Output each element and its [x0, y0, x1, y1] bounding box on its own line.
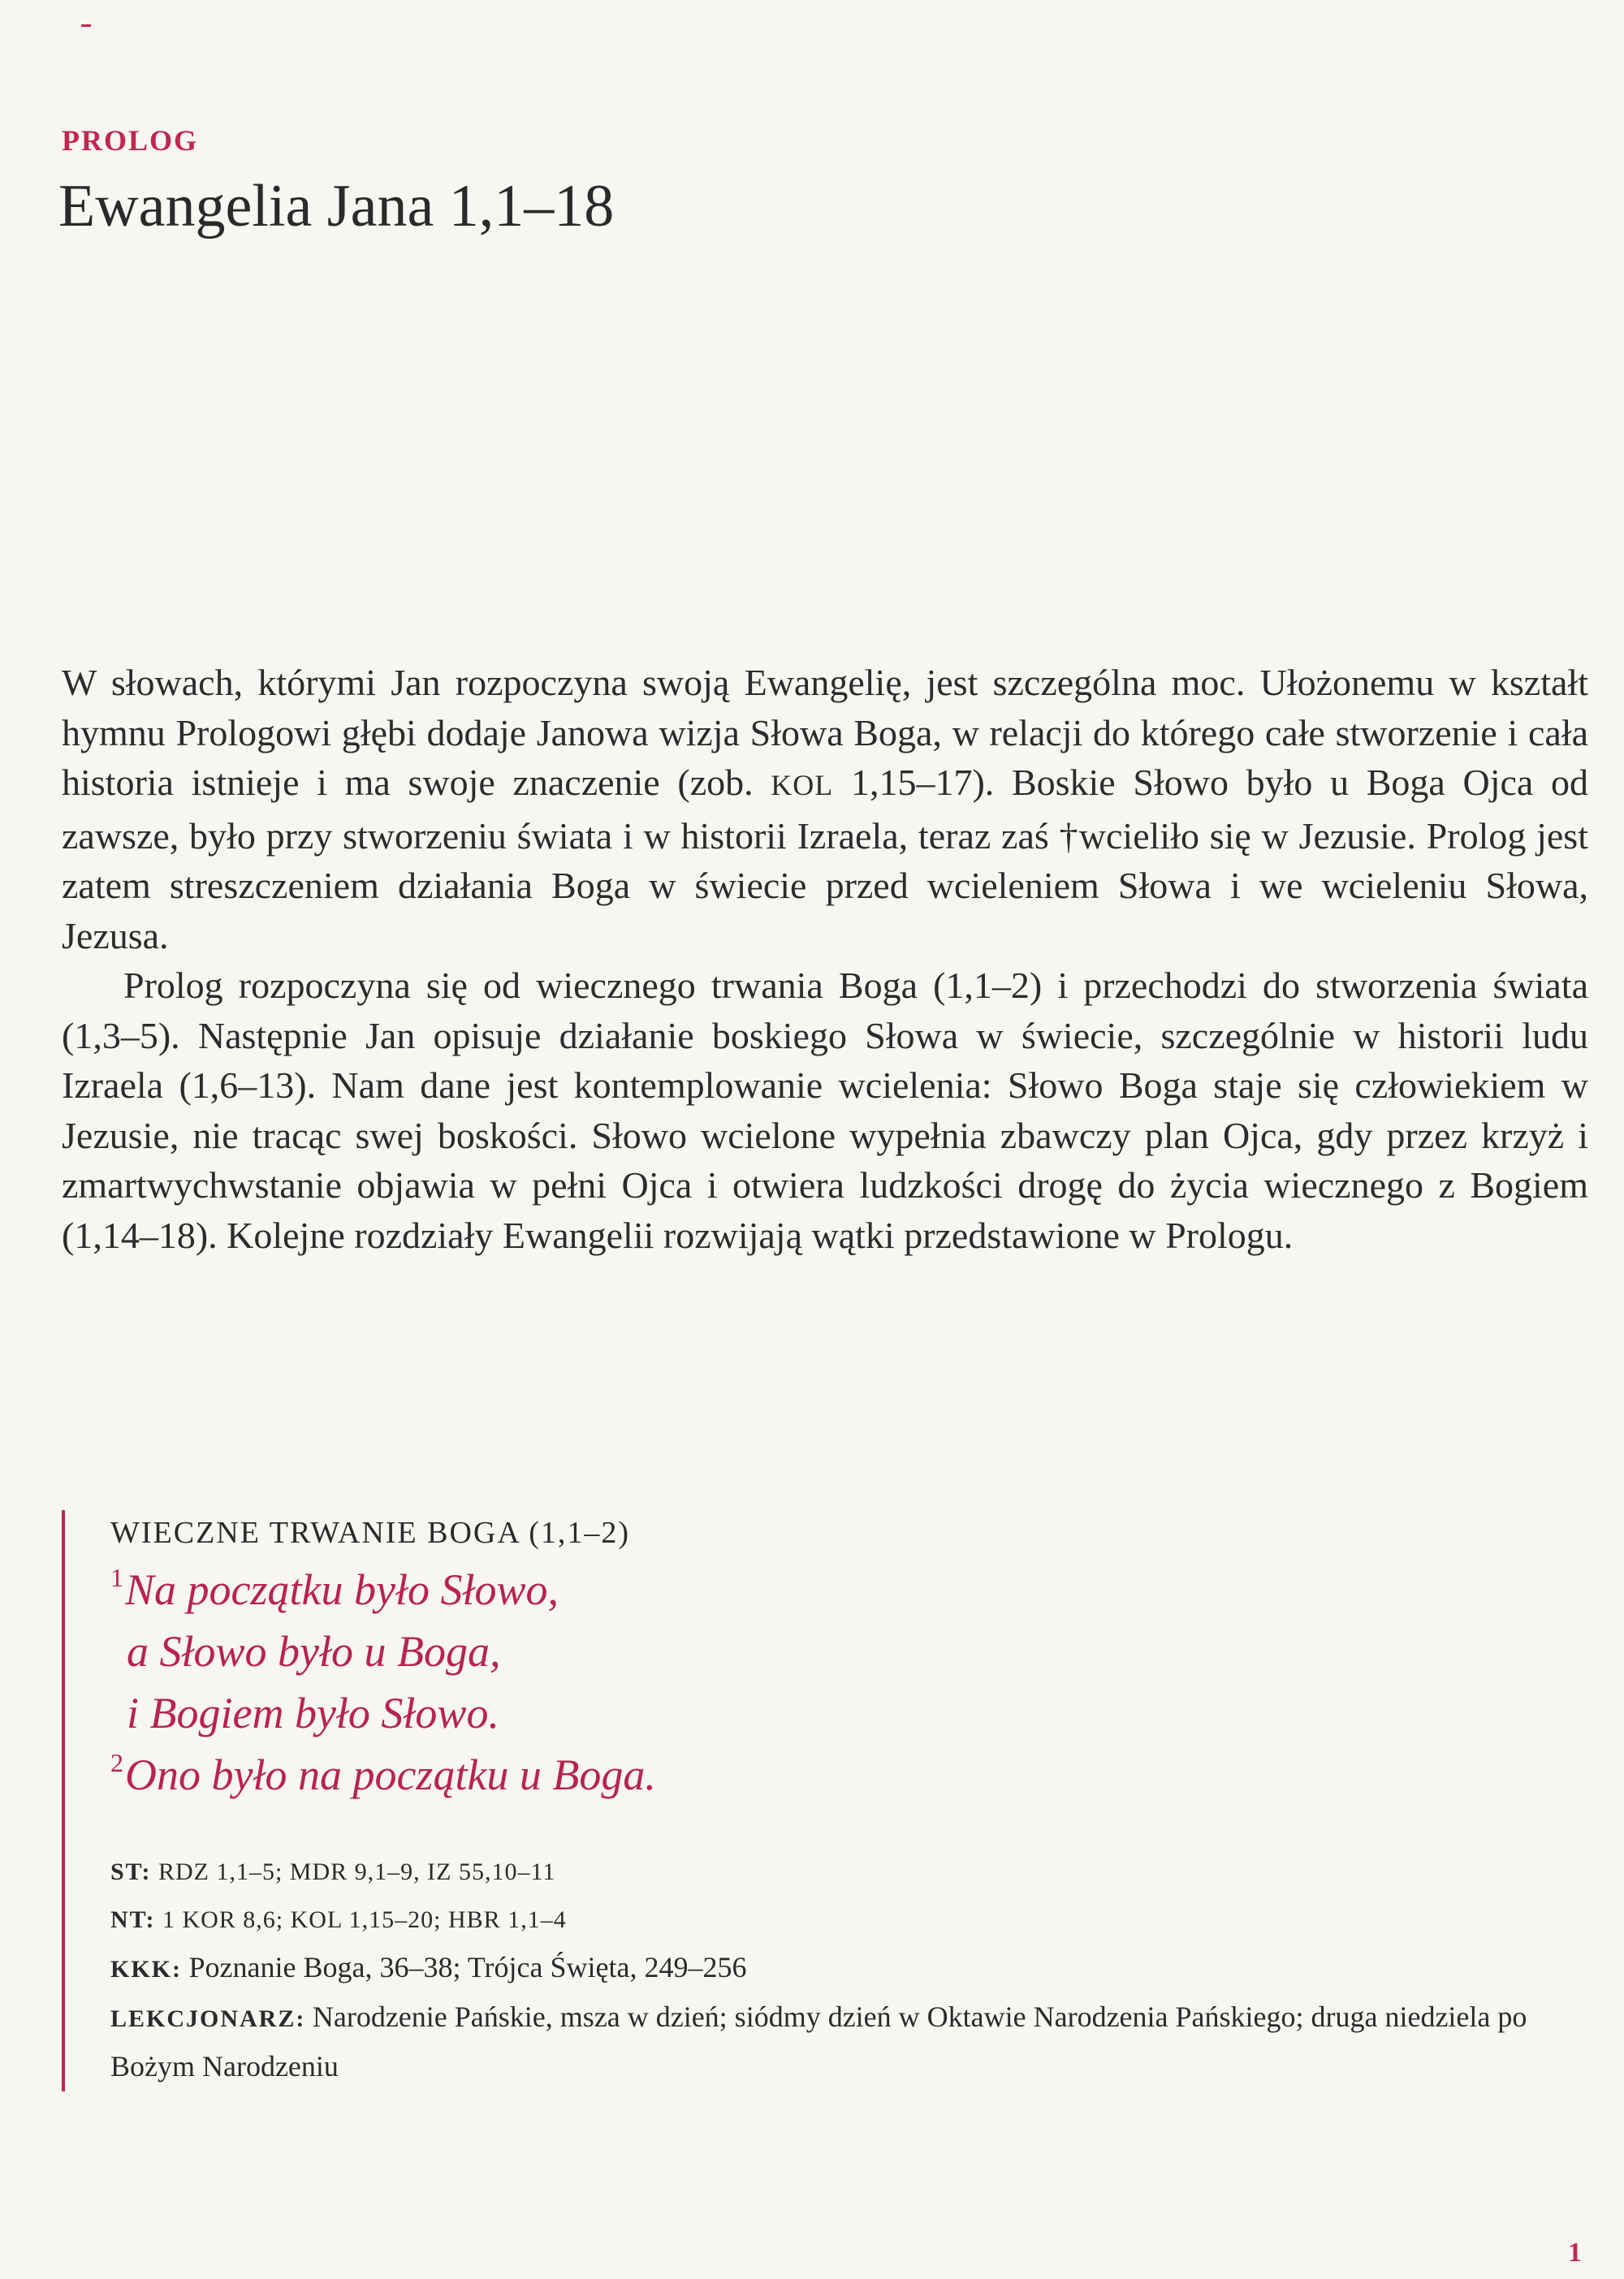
ref-lekcjonarz-key: LEKCJONARZ: — [110, 2005, 306, 2032]
ref-st-value: RDZ 1,1–5; MDR 9,1–9, IZ 55,10–11 — [158, 1858, 556, 1885]
scripture-passage — [62, 1510, 1572, 2091]
verse-line-4 — [110, 1744, 1572, 1806]
verse-text: Na początku było Słowo, — [125, 1565, 559, 1614]
passage-heading: WIECZNE TRWANIE BOGA (1,1–2) — [110, 1516, 631, 1550]
intro-paragraph-1 — [62, 658, 1588, 960]
verse-text: a Słowo było u Boga, — [127, 1627, 501, 1676]
ref-lekcjonarz-value: Narodzenie Pańskie, msza w dzień; siódmy dzień w Oktawie Narodzenia Pańskiego; druga niedziela po Bożym Narodzeniu — [110, 2001, 1527, 2083]
ref-kkk-value: Poznanie Boga, 36–38; Trójca Święta, 249–256 — [188, 1951, 747, 1983]
verse-number: 1 — [110, 1563, 123, 1592]
ref-nt-value: 1 KOR 8,6; KOL 1,15–20; HBR 1,1–4 — [162, 1906, 567, 1933]
page-title: Ewangelia Jana 1,1–18 — [58, 173, 615, 240]
intro-p1-part2: 1,15–17). Boskie Słowo było u Boga Ojca od zawsze, było przy stworzeniu świata i w historii Izraela, teraz zaś †wcieliło się w Jezusie. Prolog jest zatem streszczeniem działania Boga w świecie przed wcieleniem Słowa i we wcieleniu Słowa, Jezusa. — [62, 762, 1588, 956]
verse-line-2 — [110, 1621, 1572, 1682]
intro-paragraph-2: Prolog rozpoczyna się od wiecznego trwania Boga (1,1–2) i przechodzi do stworzenia świata (1,3–5). Następnie Jan opisuje działanie boskiego Słowa w świecie, szczególnie w historii ludu Izraela (1,6–13). Nam dane jest kontemplowanie wcielenia: Słowo Boga staje się człowiekiem w Jezusie, nie tracąc swej boskości. Słowo wcielone wypełnia zbawczy plan Ojca, gdy przez krzyż i zmartwychwstanie objawia w pełni Ojca i otwiera ludzkości drogę do życia wiecznego z Bogiem (1,14–18). Kolejne rozdziały Ewangelii rozwijają wątki przedstawione w Prologu. — [62, 965, 1588, 1256]
ref-nt — [110, 1896, 1572, 1944]
intro-p1-part1: W słowach, którymi Jan rozpoczyna swoją Ewangelię, jest szczególna moc. Ułożonemu w kształt hymnu Prologowi głębi dodaje Janowa wizja Słowa Boga, w relacji do którego całe stworzenie i cała historia istnieje i ma swoje znaczenie (zob. — [62, 662, 1588, 803]
corner-mark — [81, 24, 91, 27]
verse-number: 2 — [110, 1748, 123, 1777]
intro-text — [62, 658, 1588, 1260]
ref-kkk-key: KKK: — [110, 1956, 182, 1983]
ref-st — [110, 1848, 1572, 1896]
ref-nt-key: NT: — [110, 1906, 156, 1933]
verse-line-1 — [110, 1559, 1572, 1621]
intro-p1-ref: KOL — [771, 769, 834, 801]
cross-references — [110, 1848, 1572, 2091]
ref-st-key: ST: — [110, 1858, 152, 1885]
ref-lekcjonarz — [110, 1993, 1572, 2091]
verse-text: i Bogiem było Słowo. — [127, 1689, 499, 1737]
section-label: PROLOG — [62, 124, 199, 157]
page-number: 1 — [1568, 2238, 1582, 2268]
ref-kkk — [110, 1944, 1572, 1993]
verse-text: Ono było na początku u Boga. — [125, 1750, 656, 1799]
verse-line-3 — [110, 1682, 1572, 1744]
